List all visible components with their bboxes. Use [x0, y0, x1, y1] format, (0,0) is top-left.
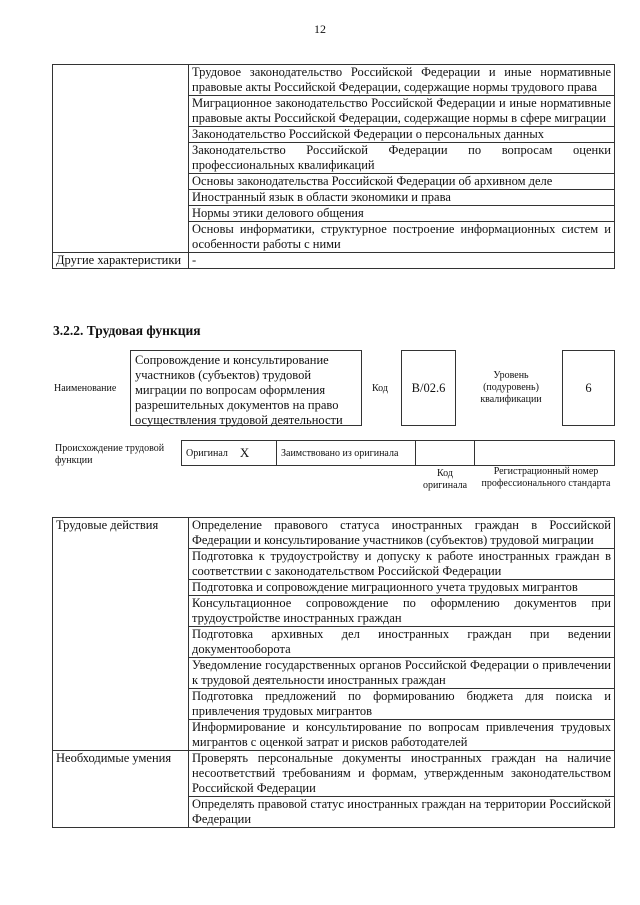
list-item: Уведомление государственных органов Российской Федерации о привлечении к трудовой деятельности иностранных граждан — [189, 658, 615, 689]
code-original-caption: Код оригинала — [422, 468, 468, 491]
code-original-cell — [416, 441, 475, 465]
other-characteristics-label: Другие характеристики — [53, 253, 189, 269]
list-item: Иностранный язык в области экономики и права — [189, 190, 615, 206]
name-label: Наименование — [54, 383, 117, 394]
original-label: Оригинал — [186, 447, 228, 459]
list-item: Нормы этики делового общения — [189, 206, 615, 222]
knowledge-table — [52, 64, 615, 269]
list-item: Законодательство Российской Федерации по вопросам оценки профессиональных квалификаций — [189, 143, 615, 174]
level-box: 6 — [562, 350, 615, 426]
list-item: Основы законодательства Российской Федерации об архивном деле — [189, 174, 615, 190]
list-item: Определять правовой статус иностранных граждан на территории Российской Федерации — [189, 797, 615, 828]
actions-label: Трудовые действия — [53, 518, 189, 751]
function-name-box: Сопровождение и консультирование участников (субъектов) трудовой миграции по вопросам оформления разрешительных документов на право осуществления трудовой деятельности — [130, 350, 362, 426]
other-characteristics-value: - — [189, 253, 615, 269]
table-row — [53, 518, 615, 549]
table-row — [53, 751, 615, 797]
original-cell — [182, 441, 277, 465]
list-item: Консультационное сопровождение по оформлению документов при трудоустройстве иностранных граждан — [189, 596, 615, 627]
page-number: 12 — [314, 22, 326, 36]
code-label: Код — [372, 383, 388, 394]
table-row — [53, 65, 615, 96]
actions-table — [52, 517, 615, 828]
reg-number-caption: Регистрационный номер профессионального стандарта — [481, 466, 611, 489]
list-item: Трудовое законодательство Российской Федерации и иные нормативные правовые акты Российской Федерации, содержащие нормы трудового права — [189, 65, 615, 96]
list-item: Проверять персональные документы иностранных граждан на наличие несоответствий требованиям и формам, утвержденным законодательством Российской Федерации — [189, 751, 615, 797]
list-item: Миграционное законодательство Российской Федерации и иные нормативные правовые акты Российской Федерации, содержащие нормы в сфере миграции — [189, 96, 615, 127]
level-label: Уровень (подуровень) квалификации — [480, 370, 542, 405]
borrowed-cell: Заимствовано из оригинала — [277, 441, 416, 465]
list-item: Законодательство Российской Федерации о персональных данных — [189, 127, 615, 143]
reg-number-cell — [475, 441, 614, 465]
list-item: Подготовка к трудоустройству и допуску к работе иностранных граждан в соответствии с законодательством Российской Федерации — [189, 549, 615, 580]
original-mark: X — [239, 445, 250, 460]
list-item: Информирование и консультирование по вопросам привлечения трудовых мигрантов с оценкой затрат и рисков работодателей — [189, 720, 615, 751]
list-item: Подготовка и сопровождение миграционного учета трудовых мигрантов — [189, 580, 615, 596]
left-cell-empty — [53, 65, 189, 253]
section-title: 3.2.2. Трудовая функция — [53, 323, 201, 338]
list-item: Определение правового статуса иностранных граждан в Российской Федерации и консультирование участников (субъектов) трудовой миграции — [189, 518, 615, 549]
list-item: Подготовка архивных дел иностранных граждан при ведении документооборота — [189, 627, 615, 658]
list-item: Подготовка предложений по формированию бюджета для поиска и привлечения трудовых мигрантов — [189, 689, 615, 720]
skills-label: Необходимые умения — [53, 751, 189, 828]
code-box: В/02.6 — [401, 350, 456, 426]
table-row — [53, 253, 615, 269]
origin-row — [181, 440, 615, 466]
origin-label: Происхождение трудовой функции — [55, 443, 165, 466]
list-item: Основы информатики, структурное построение информационных систем и особенности работы с ними — [189, 222, 615, 253]
